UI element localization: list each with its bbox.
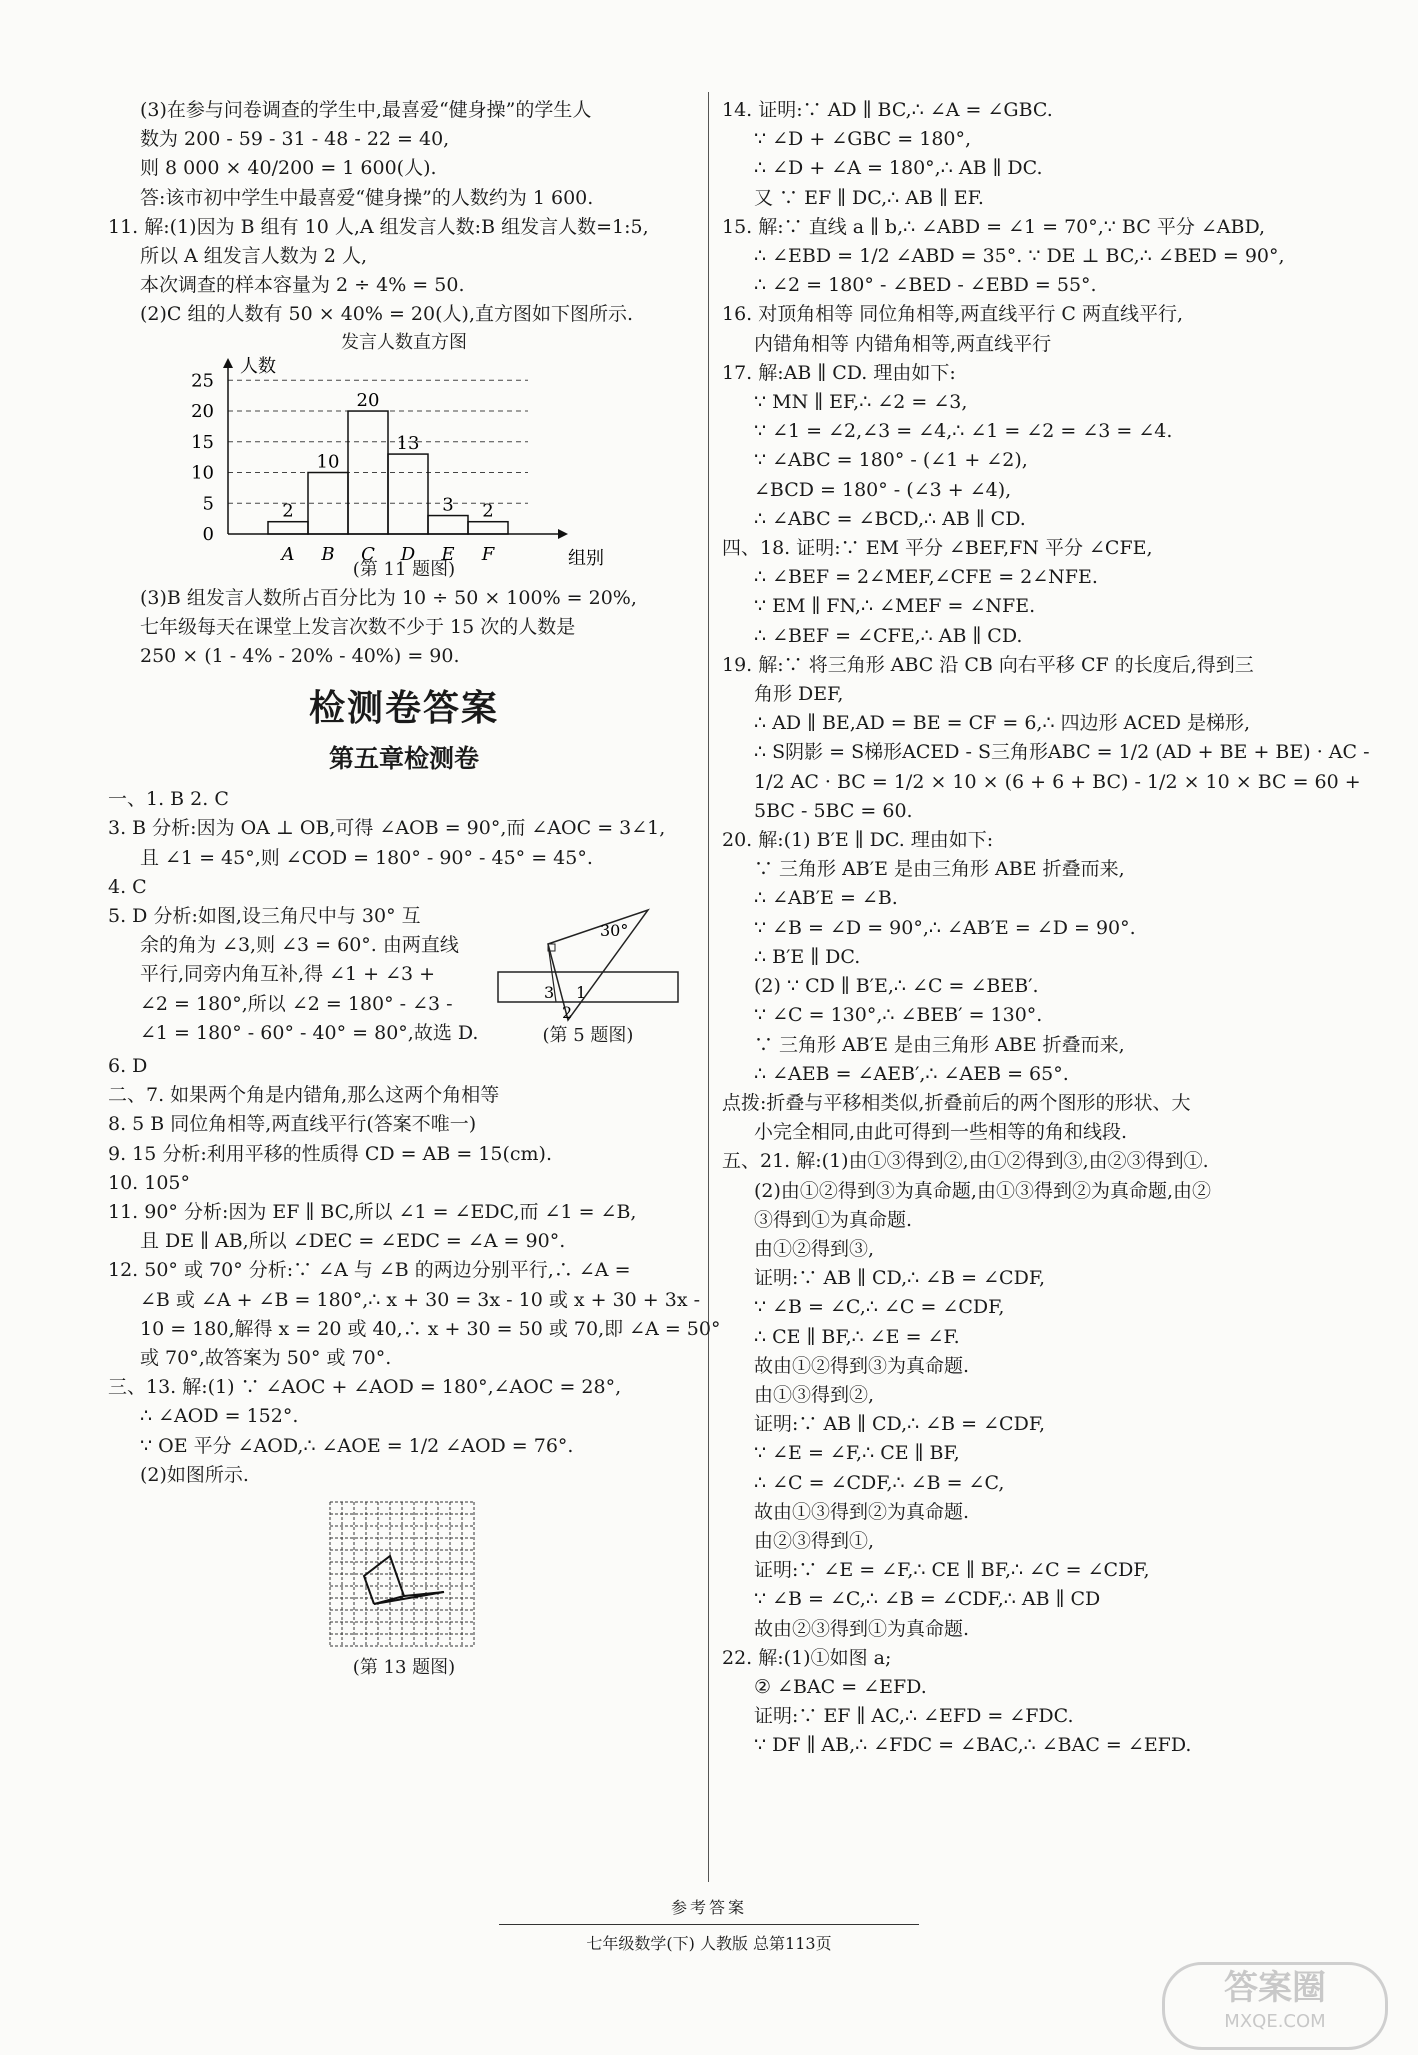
x-tick-label: A — [281, 543, 295, 565]
text-line: 10 = 180,解得 x = 20 或 40,∴ x + 30 = 50 或 70,即 ∠A = 50° — [140, 1317, 721, 1340]
text-line: 证明:∵ EF ∥ AC,∴ ∠EFD = ∠FDC. — [754, 1705, 1074, 1728]
text-line: 或 70°,故答案为 50° 或 70°. — [140, 1347, 392, 1370]
chapter-title: 第五章检测卷 — [328, 744, 479, 774]
data-label: 13 — [396, 432, 420, 454]
text-line: ∴ ∠AEB = ∠AEB′,∴ ∠AEB = 65°. — [754, 1062, 1069, 1085]
text-line: 故由①②得到③为真命题. — [754, 1354, 970, 1377]
answers-block-b — [108, 1052, 721, 1490]
text-line: ∴ S阴影 = S梯形ACED - S三角形ABC = 1/2 (AD + BE + BE) · AC - — [754, 741, 1370, 764]
chart-caption: (第 11 题图) — [352, 558, 456, 580]
text-line: ③得到①为真命题. — [754, 1208, 913, 1231]
text-line: 本次调查的样本容量为 2 ÷ 4% = 50. — [140, 274, 465, 297]
text-line: ∴ ∠2 = 180° - ∠BED - ∠EBD = 55°. — [754, 274, 1097, 297]
text-line: 1/2 AC · BC = 1/2 × 10 × (6 + 6 + BC) - 1/2 × 10 × BC = 60 + — [754, 770, 1361, 793]
column-divider — [708, 92, 709, 1882]
data-label: 2 — [282, 500, 294, 522]
text-line: 14. 证明:∵ AD ∥ BC,∴ ∠A = ∠GBC. — [722, 99, 1053, 121]
text-line: (2)由①②得到③为真命题,由①③得到②为真命题,由② — [754, 1179, 1211, 1202]
answers-block-a — [108, 785, 700, 902]
bar — [388, 454, 428, 534]
text-line: ∵ ∠D + ∠GBC = 180°, — [754, 128, 972, 151]
x-tick-label: C — [361, 543, 375, 565]
text-line: 证明:∵ AB ∥ CD,∴ ∠B = ∠CDF, — [754, 1267, 1046, 1290]
text-line: 五、21. 解:(1)由①③得到②,由①②得到③,由②③得到①. — [722, 1150, 1209, 1173]
text-line: ∠BCD = 180° - (∠3 + ∠4), — [754, 478, 1012, 501]
figure-5-caption: (第 5 题图) — [542, 1025, 634, 1047]
text-line: 5. D 分析:如图,设三角尺中与 30° 互 — [108, 905, 421, 928]
after-chart-block — [108, 584, 700, 672]
chart-title: 发言人数直方图 — [341, 331, 467, 353]
grid-figure — [324, 1496, 484, 1654]
x-axis-label: 组别 — [568, 547, 604, 569]
triangle-ruler-figure — [488, 902, 688, 1022]
text-line: 内错角相等 内错角相等,两直线平行 — [754, 332, 1052, 355]
y-tick-label: 0 — [202, 523, 214, 545]
text-line: ∵ ∠1 = ∠2,∠3 = ∠4,∴ ∠1 = ∠2 = ∠3 = ∠4. — [754, 420, 1173, 443]
text-line: ∴ ∠AB′E = ∠B. — [754, 887, 898, 910]
data-label: 10 — [316, 451, 340, 473]
x-axis-arrow — [558, 529, 568, 539]
data-label: 2 — [482, 500, 494, 522]
text-line: 一、1. B 2. C — [108, 788, 229, 811]
text-line: ∵ EM ∥ FN,∴ ∠MEF = ∠NFE. — [754, 595, 1036, 618]
text-line: ∠2 = 180°,所以 ∠2 = 180° - ∠3 - — [140, 992, 453, 1015]
text-line: ∴ ∠BEF = 2∠MEF,∠CFE = 2∠NFE. — [754, 566, 1098, 589]
y-tick-label: 5 — [202, 492, 214, 514]
text-line: 11. 90° 分析:因为 EF ∥ BC,所以 ∠1 = ∠EDC,而 ∠1 = ∠B, — [108, 1201, 637, 1224]
x-tick-label: E — [441, 543, 455, 565]
right-answers — [722, 96, 1370, 1761]
text-line: 由①③得到②, — [754, 1383, 875, 1406]
question-5-figure — [488, 902, 688, 1050]
question-5-block — [108, 902, 700, 1052]
bar — [468, 521, 508, 533]
text-line: 四、18. 证明:∵ EM 平分 ∠BEF,FN 平分 ∠CFE, — [722, 537, 1153, 560]
text-line: 由①②得到③, — [754, 1237, 875, 1260]
bar — [428, 515, 468, 533]
text-line: 七年级每天在课堂上发言次数不少于 15 次的人数是 — [140, 615, 576, 638]
text-line: 5BC - 5BC = 60. — [754, 799, 913, 822]
y-tick-label: 15 — [191, 431, 214, 453]
grid-lines — [330, 1502, 474, 1646]
y-tick-label: 10 — [191, 462, 214, 484]
question-13-figure — [324, 1496, 484, 1654]
footer-title: 参考答案 — [670, 1898, 747, 1917]
text-line: 19. 解:∵ 将三角形 ABC 沿 CB 向右平移 CF 的长度后,得到三 — [722, 653, 1254, 676]
text-line: ∵ ∠B = ∠C,∴ ∠B = ∠CDF,∴ AB ∥ CD — [754, 1588, 1101, 1611]
text-line: (2)C 组的人数有 50 × 40% = 20(人),直方图如下图所示. — [140, 303, 634, 326]
text-line: 故由①③得到②为真命题. — [754, 1500, 970, 1523]
text-line: 250 × (1 - 4% - 20% - 40%) = 90. — [140, 645, 460, 668]
text-line: 角形 DEF, — [754, 683, 844, 706]
text-line: 点拨:折叠与平移相类似,折叠前后的两个图形的形状、大 — [722, 1091, 1191, 1114]
text-line: 12. 50° 或 70° 分析:∵ ∠A 与 ∠B 的两边分别平行,∴ ∠A = — [108, 1259, 631, 1282]
x-tick-label: B — [321, 543, 335, 565]
watermark-logo: 答案圈 MXQE.COM — [1162, 1962, 1388, 2050]
text-line: ∴ ∠C = ∠CDF,∴ ∠B = ∠C, — [754, 1471, 1005, 1494]
text-line: ∵ ∠C = 130°,∴ ∠BEB′ = 130°. — [754, 1004, 1043, 1027]
text-line: 20. 解:(1) B′E ∥ DC. 理由如下: — [722, 829, 994, 852]
text-line: 证明:∵ AB ∥ CD,∴ ∠B = ∠CDF, — [754, 1413, 1046, 1436]
data-label: 20 — [356, 389, 380, 411]
text-line: ∴ ∠EBD = 1/2 ∠ABD = 35°. ∵ DE ⊥ BC,∴ ∠BED = 90°, — [754, 245, 1285, 268]
footer-rule — [499, 1924, 919, 1925]
text-line: (3)B 组发言人数所占百分比为 10 ÷ 50 × 100% = 20%, — [140, 586, 637, 609]
text-line: ∴ CE ∥ BF,∴ ∠E = ∠F. — [754, 1325, 960, 1348]
text-line: 数为 200 - 59 - 31 - 48 - 22 = 40, — [140, 128, 450, 151]
text-line: 22. 解:(1)①如图 a; — [722, 1646, 892, 1669]
text-line: 平行,同旁内角互补,得 ∠1 + ∠3 + — [140, 963, 436, 986]
text-line: ∵ ∠E = ∠F,∴ CE ∥ BF, — [754, 1442, 960, 1465]
text-line: 二、7. 如果两个角是内错角,那么这两个角相等 — [108, 1084, 500, 1107]
text-line: ∴ ∠AOD = 152°. — [140, 1405, 299, 1428]
text-line: 证明:∵ ∠E = ∠F,∴ CE ∥ BF,∴ ∠C = ∠CDF, — [754, 1559, 1150, 1582]
y-tick-label: 20 — [191, 400, 214, 422]
text-line: 所以 A 组发言人数为 2 人, — [140, 245, 368, 268]
text-line: 8. 5 B 同位角相等,两直线平行(答案不唯一) — [108, 1113, 477, 1136]
text-line: 小完全相同,由此可得到一些相等的角和线段. — [754, 1121, 1128, 1144]
footer-info: 七年级数学(下) 人教版 总第113页 — [586, 1934, 832, 1953]
text-line: ∴ AD ∥ BE,AD = BE = CF = 6,∴ 四边形 ACED 是梯形, — [754, 712, 1251, 735]
right-column — [722, 96, 1370, 1761]
text-line: 11. 解:(1)因为 B 组有 10 人,A 组发言人数:B 组发言人数=1:5, — [108, 215, 649, 238]
text-line: (2) ∵ CD ∥ B′E,∴ ∠C = ∠BEB′. — [754, 975, 1039, 998]
text-line: ∵ DF ∥ AB,∴ ∠FDC = ∠BAC,∴ ∠BAC = ∠EFD. — [754, 1734, 1192, 1757]
text-line: 16. 对顶角相等 同位角相等,两直线平行 C 两直线平行, — [722, 303, 1183, 326]
exam-answers-title: 检测卷答案 — [308, 688, 499, 730]
intro-block — [108, 96, 700, 330]
text-line: 15. 解:∵ 直线 a ∥ b,∴ ∠ABD = ∠1 = 70°,∵ BC 平分 ∠ABD, — [722, 215, 1266, 238]
angle-2-label: 2 — [562, 1003, 573, 1023]
text-line: 三、13. 解:(1) ∵ ∠AOC + ∠AOD = 180°,∠AOC = 28°, — [108, 1376, 622, 1399]
text-line: ∵ 三角形 AB′E 是由三角形 ABE 折叠而来, — [754, 858, 1125, 881]
x-tick-label: F — [481, 543, 495, 565]
bar — [268, 521, 308, 533]
text-line: ∴ B′E ∥ DC. — [754, 945, 861, 968]
figure-13-caption: (第 13 题图) — [352, 1657, 456, 1679]
text-line: ∵ ∠B = ∠D = 90°,∴ ∠AB′E = ∠D = 90°. — [754, 916, 1136, 939]
text-line: 4. C — [108, 875, 147, 898]
text-line: 余的角为 ∠3,则 ∠3 = 60°. 由两直线 — [140, 934, 459, 957]
angle-1-label: 1 — [576, 983, 587, 1003]
text-line: ∵ ∠ABC = 180° - (∠1 + ∠2), — [754, 449, 1028, 472]
y-axis-label: 人数 — [240, 355, 276, 377]
text-line: 又 ∵ EF ∥ DC,∴ AB ∥ EF. — [754, 186, 984, 209]
text-line: ∵ 三角形 AB′E 是由三角形 ABE 折叠而来, — [754, 1033, 1125, 1056]
text-line: 9. 15 分析:利用平移的性质得 CD = AB = 15(cm). — [108, 1142, 552, 1165]
left-column — [108, 96, 721, 1682]
text-line: 且 DE ∥ AB,所以 ∠DEC = ∠EDC = ∠A = 90°. — [140, 1230, 566, 1253]
text-line: 3. B 分析:因为 OA ⊥ OB,可得 ∠AOB = 90°,而 ∠AOC = 3∠1, — [108, 817, 666, 840]
text-line: (3)在参与问卷调查的学生中,最喜爱“健身操”的学生人 — [140, 99, 592, 121]
angle-3-label: 3 — [544, 983, 555, 1003]
text-line: ∠B 或 ∠A + ∠B = 180°,∴ x + 30 = 3x - 10 或 x + 30 + 3x - — [140, 1288, 701, 1311]
text-line: 17. 解:AB ∥ CD. 理由如下: — [722, 361, 956, 384]
text-line: 答:该市初中学生中最喜爱“健身操”的人数约为 1 600. — [140, 186, 594, 209]
text-line: ∴ ∠BEF = ∠CFE,∴ AB ∥ CD. — [754, 624, 1023, 647]
text-line: 且 ∠1 = 45°,则 ∠COD = 180° - 90° - 45° = 45°. — [140, 846, 593, 869]
y-tick-label: 25 — [191, 369, 214, 391]
page-footer — [0, 1895, 1418, 1954]
text-line: 则 8 000 × 40/200 = 1 600(人). — [140, 157, 437, 180]
y-axis-arrow — [223, 358, 233, 368]
text-line: 故由②③得到①为真命题. — [754, 1617, 970, 1640]
text-line: (2)如图所示. — [140, 1463, 249, 1486]
text-line: ∠1 = 180° - 60° - 40° = 80°,故选 D. — [140, 1021, 479, 1044]
text-line: 10. 105° — [108, 1171, 191, 1194]
data-label: 3 — [442, 494, 454, 516]
question-5-text — [108, 902, 488, 1048]
text-line: ∵ OE 平分 ∠AOD,∴ ∠AOE = 1/2 ∠AOD = 76°. — [140, 1434, 574, 1457]
text-line: ∵ ∠B = ∠C,∴ ∠C = ∠CDF, — [754, 1296, 1005, 1319]
x-tick-label: D — [400, 543, 416, 565]
angle-30-label: 30° — [600, 921, 629, 941]
text-line: ∴ ∠D + ∠A = 180°,∴ AB ∥ DC. — [754, 157, 1043, 180]
text-line: 6. D — [108, 1055, 148, 1078]
text-line: ∵ MN ∥ EF,∴ ∠2 = ∠3, — [754, 391, 968, 414]
text-line: 由②③得到①, — [754, 1529, 875, 1552]
text-line: ∴ ∠ABC = ∠BCD,∴ AB ∥ CD. — [754, 507, 1026, 530]
text-line: ② ∠BAC = ∠EFD. — [754, 1675, 927, 1698]
